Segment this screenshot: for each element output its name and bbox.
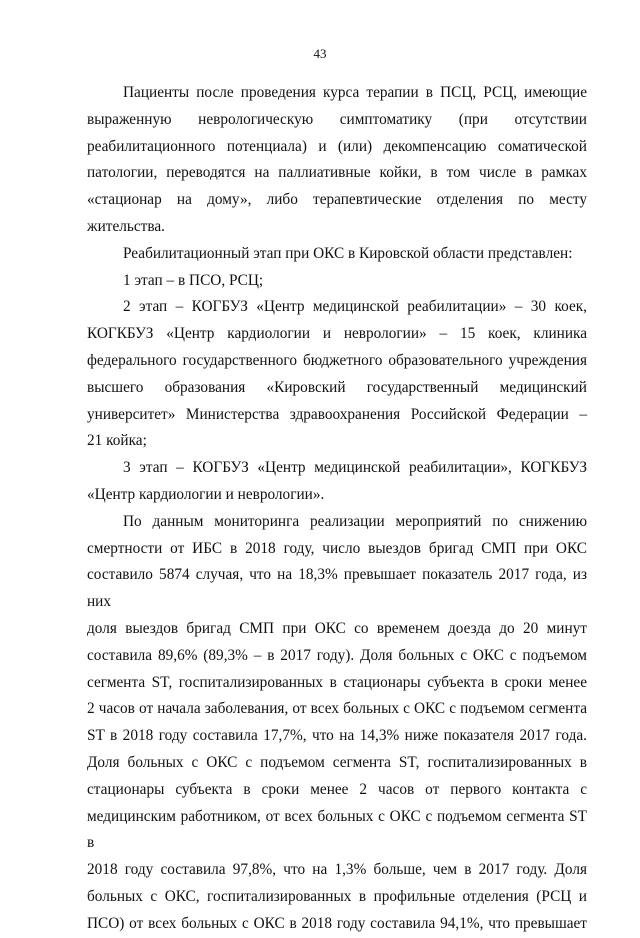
- text-line: КОГКБУЗ «Центр кардиологии и неврологии» – 15 коек, клиника: [87, 325, 587, 343]
- paragraph: [87, 294, 587, 455]
- text-line: смертности от ИБС в 2018 году, число выездов бригад СМП при ОКС: [87, 539, 587, 557]
- text-line: реабилитационного потенциала) и (или) декомпенсацию соматической: [87, 137, 587, 155]
- text-line: составило 5874 случая, что на 18,3% превышает показатель 2017 года, из них: [87, 566, 587, 611]
- text-line: высшего образования «Кировский государственный медицинский: [87, 378, 587, 396]
- text-line: стационары субъекта в сроки менее 2 часов от первого контакта с: [87, 780, 587, 798]
- text-line: 3 этап – КОГБУЗ «Центр медицинской реабилитации», КОГКБУЗ: [123, 459, 587, 477]
- text-line: «стационар на дому», либо терапевтические отделения по месту жительства.: [87, 191, 587, 235]
- text-line: 1 этап – в ПСО, РСЦ;: [123, 271, 264, 289]
- text-line: университет» Министерства здравоохранения Российской Федерации –: [87, 405, 587, 423]
- text-line: выраженную неврологическую симптоматику (при отсутствии: [87, 110, 587, 128]
- text-line: 2 часов от начала заболевания, от всех больных с ОКС с подъемом сегмента: [87, 700, 587, 718]
- text-line: составила 89,6% (89,3% – в 2017 году). Доля больных с ОКС с подъемом: [87, 646, 587, 664]
- text-line: ПСО) от всех больных с ОКС в 2018 году составила 94,1%, что превышает: [87, 914, 587, 932]
- text-line: патологии, переводятся на паллиативные койки, в том числе в рамках: [87, 164, 587, 182]
- page-number: 43: [313, 46, 327, 61]
- text-line: Реабилитационный этап при ОКС в Кировской области представлен:: [123, 244, 573, 262]
- text-line: Пациенты после проведения курса терапии в ПСЦ, РСЦ, имеющие: [123, 84, 587, 101]
- paragraph: [87, 268, 587, 295]
- text-line: 2 этап – КОГБУЗ «Центр медицинской реабилитации» – 30 коек,: [123, 298, 587, 316]
- text-line: 2018 году составила 97,8%, что на 1,3% больше, чем в 2017 году. Доля: [87, 861, 587, 879]
- text-line: сегмента ST, госпитализированных в стационары субъекта в сроки менее: [87, 673, 587, 691]
- text-line: «Центр кардиологии и неврологии».: [87, 485, 325, 503]
- paragraph: [87, 241, 587, 268]
- document-body: [87, 80, 587, 938]
- text-line: доля выездов бригад СМП при ОКС со временем доезда до 20 минут: [87, 619, 587, 637]
- paragraph: [87, 455, 587, 509]
- text-line: ST в 2018 году составила 17,7%, что на 14,3% ниже показателя 2017 года.: [87, 727, 587, 745]
- text-line: Доля больных с ОКС с подъемом сегмента ST, госпитализированных в: [87, 753, 587, 771]
- text-line: медицинским работником, от всех больных с ОКС с подъемом сегмента ST в: [87, 807, 587, 852]
- text-line: По данным мониторинга реализации мероприятий по снижению: [123, 512, 587, 530]
- text-line: федерального государственного бюджетного образовательного учреждения: [87, 351, 587, 369]
- text-line: 21 койка;: [87, 432, 147, 450]
- paragraph: [87, 509, 587, 938]
- paragraph: [87, 80, 587, 241]
- text-line: больных с ОКС, госпитализированных в профильные отделения (РСЦ и: [87, 887, 587, 905]
